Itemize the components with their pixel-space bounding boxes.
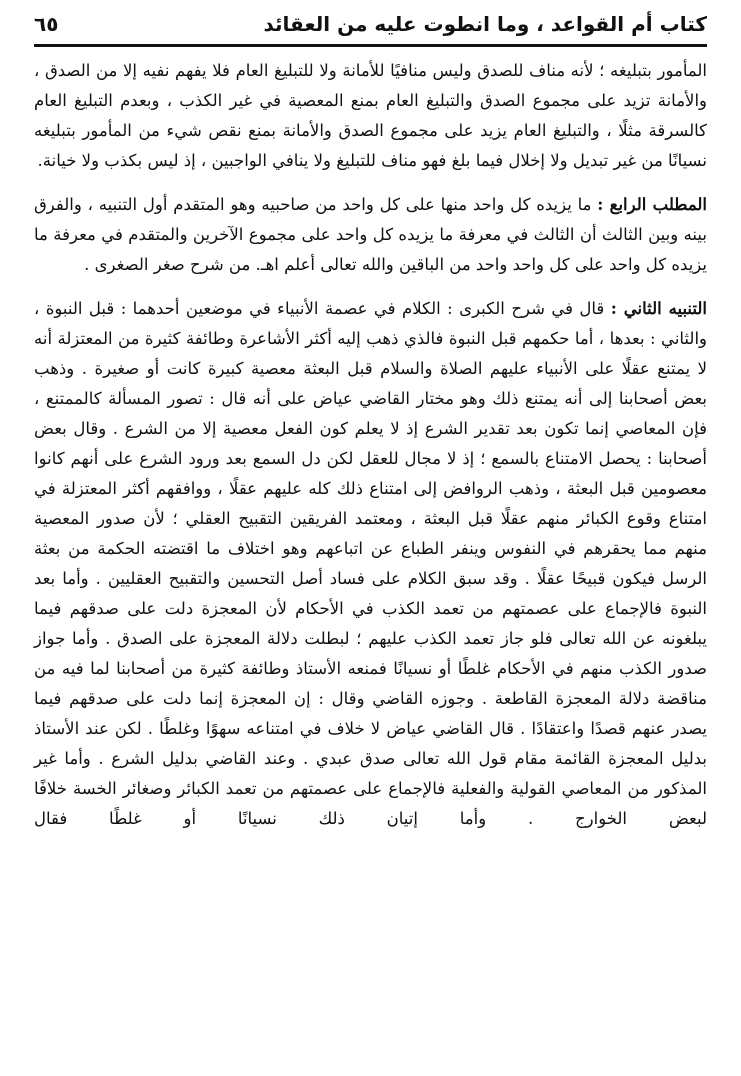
paragraph-1-text: المأمور بتبليغه ؛ لأنه مناف للصدق وليس منافيًا للأمانة ولا للتبليغ العام فلا يفهم نفيه إلا من الصدق ، والأمانة تزيد على مجموع الصدق والتبليغ العام بمنع المعصية في غير الكذب ، وبعدم التبليغ العام كالسرقة مثلًا ، والتبليغ العام يزيد على مجموع الصدق والأمانة بمنع نقص شيء من المأمور بتبليغه نسيانًا من غير تبديل ولا إخلال فيما بلغ فهو مناف للتبليغ ولا ينافي الواجبين ، إذ ليس بكذب ولا خيانة. bbox=[34, 61, 707, 170]
header-rule bbox=[34, 44, 707, 47]
section-heading-4: المطلب الرابع : bbox=[597, 195, 707, 214]
section-heading-tanbih-2: التنبيه الثاني : bbox=[610, 299, 707, 318]
body-text bbox=[34, 56, 707, 834]
paragraph-2 bbox=[34, 190, 707, 280]
paragraph-3-text: قال في شرح الكبرى : الكلام في عصمة الأنبياء في موضعين أحدهما : قبل النبوة ، والثاني : بعدها ، أما حكمهم قبل النبوة فالذي ذهب إليه أكثر الأشاعرة وطائفة كثيرة من المعتزلة أنه لا يمتنع عقلًا على الأنبياء عليهم الصلاة والسلام قبل البعثة معصية كبيرة كانت أو صغيرة . وذهب بعض أصحابنا إلى أنه يمتنع ذلك وهو مختار القاضي عياض على أنه قال : تصور المسألة كالممتنع ، فإن المعاصي إنما تكون بعد تقدير الشرع إذ لا يعلم كون الفعل معصية إلا من الشرع . وقال بعض أصحابنا : يحصل الامتناع بالسمع ؛ إذ لا مجال للعقل لكن دل السمع بعد ورود الشرع على أنهم كانوا معصومين قبل البعثة ، وذهب الروافض إلى امتناع ذلك كله عليهم عقلًا ، ووافقهم أكثر المعتزلة في امتناع وقوع الكبائر منهم عقلًا قبل البعثة ، ومعتمد الفريقين التقبيح العقلي ؛ لأن صدور المعصية منهم مما يحقرهم في النفوس وينفر الطباع عن اتباعهم وهو اختلاف ما اقتضته الحكمة من بعثة الرسل فيكون قبيحًا عقلًا . وقد سبق الكلام على فساد أصل التحسين والتقبيح العقليين . وأما بعد النبوة فالإجماع على عصمتهم من تعمد الكذب في الأحكام لأن المعجزة دلت على صدقهم فيما يبلغونه عن الله تعالى فلو جاز تعمد الكذب عليهم ؛ لبطلت دلالة المعجزة على الصدق . وأما جواز صدور الكذب منهم في الأحكام غلطًا أو نسيانًا فمنعه الأستاذ وطائفة كثيرة من أصحابنا لما فيه من مناقضة دلالة المعجزة القاطعة . وجوزه القاضي وقال : إن المعجزة إنما دلت على صدقهم فيما يصدر عنهم قصدًا واعتقادًا . قال القاضي عياض لا خلاف في امتناعه سهوًا وغلطًا . لكن عند الأستاذ بدليل المعجزة القائمة مقام قول الله تعالى صدق عبدي . وعند القاضي بدليل الشرع . وأما غير المذكور من المعاصي القولية والفعلية فالإجماع على عصمتهم من تعمد الكبائر وصغائر الخسة خلافًا لبعض الخوارج . وأما إتيان ذلك نسيانًا أو غلطًا فقال bbox=[34, 299, 707, 828]
paragraph-3 bbox=[34, 294, 707, 834]
page-header bbox=[34, 6, 707, 42]
paragraph-2-text: ما يزيده كل واحد منها على كل واحد من صاحبيه وهو المتقدم أول التنبيه ، والفرق بينه وبين الثالث أن الثالث في معرفة ما يزيده كل واحد على مجموع الآخرين والمتقدم في معرفة ما يزيده كل واحد على كل واحد واحد من الباقين والله تعالى أعلم اهـ. من شرح صغر الصغرى . bbox=[34, 195, 707, 274]
paragraph-1 bbox=[34, 56, 707, 176]
page-number: ٦٥ bbox=[34, 12, 59, 36]
running-title: كتاب أم القواعد ، وما انطوت عليه من العقائد bbox=[263, 12, 707, 36]
